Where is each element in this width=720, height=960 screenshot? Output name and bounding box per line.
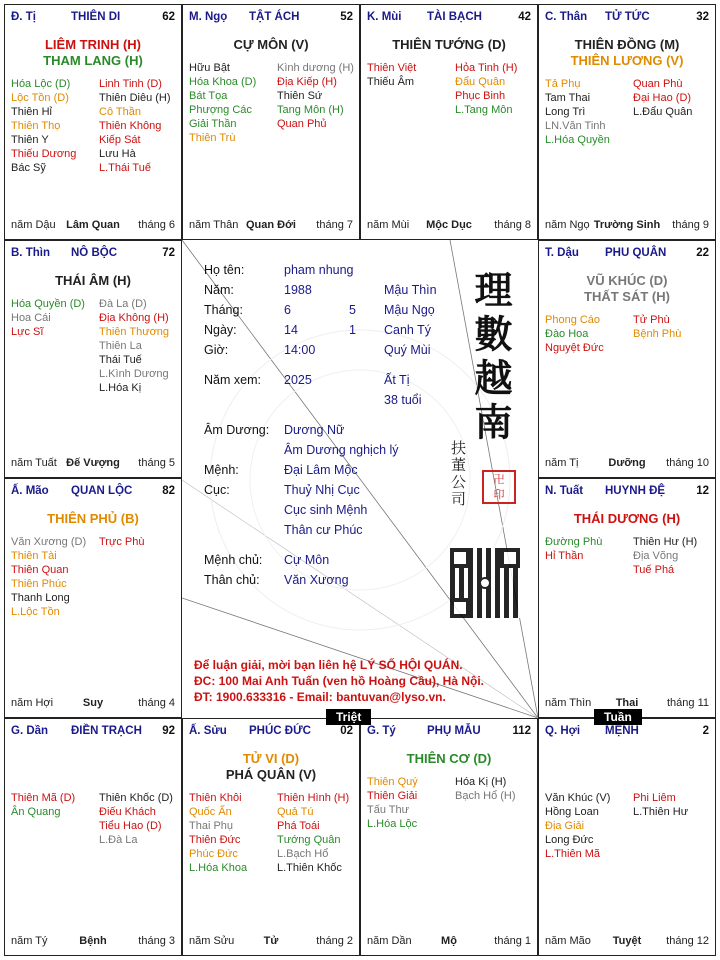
palace-cell-than [538,4,716,240]
minor-star: Hỉ Thần [545,550,584,562]
palace-header [545,485,709,501]
minor-star: L.Thái Tuế [99,162,151,174]
stars-column-left [545,313,604,355]
palace-number: 82 [162,485,175,497]
minor-star: Văn Khúc (V) [545,792,611,804]
minor-star: Phượng Các [189,104,252,116]
note-contact: Để luận giải, mời bạn liên hệ LÝ SỐ HỘI QUÁN. [194,658,463,672]
footer-year: năm Tị [545,457,579,469]
palace-branch: Ấ. Mão [11,485,49,497]
palace-cell-mui [360,4,538,240]
palace-number: 52 [340,11,353,23]
minor-star: L.Thiên Mã [545,848,601,860]
minor-star: Hóa Quyền (D) [11,298,85,310]
minor-star: Tuế Phá [633,564,675,576]
minor-star: Thiên Hình (H) [277,792,350,804]
stars-column-right [633,77,692,119]
value-nam-xem: 2025 [284,373,312,387]
main-star: TỬ VI (D) [242,751,300,766]
minor-star: Thiên Quý [367,776,418,788]
stars-column-right [633,535,697,577]
stars-column-right [99,77,171,175]
value-menh-chu: Cự Môn [284,553,330,567]
minor-star: Phi Liêm [633,792,676,804]
palace-cell-ty [360,718,538,956]
minor-star: Tướng Quân [277,834,341,846]
calligraphy-logo: 理數越南 [468,270,513,446]
minor-star: Thiên Tài [11,550,57,562]
minor-star: Hữu Bật [189,62,230,74]
palace-branch: Đ. Tị [11,11,36,23]
palace-name: PHỤ MẪU [427,725,481,737]
footer-stage: Đế Vượng [66,457,120,469]
value-am-duong-2: Âm Dương nghịch lý [284,443,399,457]
minor-star: Lực Sĩ [11,326,44,338]
footer-stage: Mộc Dục [426,219,472,231]
palace-footer [11,697,175,711]
minor-star: L.Bạch Hổ [277,848,329,860]
footer-month: tháng 7 [316,219,353,231]
qr-code[interactable] [450,548,520,618]
minor-star: Thiên Y [11,134,49,146]
palace-cell-hoi [538,718,716,956]
palace-cell-dan [4,718,182,956]
value-ho-ten: pham nhung [284,263,354,277]
value-cuc: Thuỷ Nhị Cục [284,483,360,497]
stars-column-left [189,61,256,145]
minor-star: Cô Thần [99,106,141,118]
footer-year: năm Tuất [11,457,57,469]
minor-star: Quả Tú [277,806,314,818]
palace-header [11,247,175,263]
minor-star: Hồng Loan [545,806,599,818]
value-cuc-3: Thân cư Phúc [284,523,363,537]
minor-star: Linh Tinh (D) [99,78,162,90]
minor-star: Phong Cáo [545,314,601,326]
minor-star: L.Hóa Lộc [367,818,418,830]
footer-month: tháng 11 [666,697,709,709]
main-stars [361,751,537,767]
minor-star: L.Hóa Quyền [545,134,610,146]
palace-name: MỆNH [605,725,639,737]
footer-stage: Tử [263,935,279,947]
note-address: ĐC: 100 Mai Anh Tuấn (ven hồ Hoàng Cầu), Hà Nội. [194,674,485,688]
minor-star: Thiếu Dương [11,148,77,160]
main-stars [5,273,181,289]
palace-footer [189,935,353,949]
palace-branch: B. Thìn [11,247,50,259]
minor-star: Địa Kiếp (H) [277,76,337,88]
label-ngay: Ngày: [204,323,237,337]
label-than-chu: Thân chủ: [204,573,260,587]
minor-star: Nguyệt Đức [545,342,604,354]
palace-header [189,11,353,27]
main-star: LIÊM TRINH (H) [44,37,142,52]
stars-column-right [277,791,349,875]
main-stars [5,37,181,69]
palace-name: THIÊN DI [71,11,121,23]
minor-star: L.Hóa Kị [99,382,142,394]
main-stars [539,37,715,69]
footer-stage: Tuyệt [612,935,642,947]
palace-footer [11,219,175,233]
label-nam-xem: Năm xem: [204,373,261,387]
footer-year: năm Mão [545,935,591,947]
minor-star: Tả Phụ [545,78,581,90]
minor-star: Thiên Không [99,120,162,132]
value-cuc-2: Cục sinh Mệnh [284,503,368,517]
footer-year: năm Mùi [367,219,410,231]
minor-star: Giải Thần [189,118,237,130]
palace-name: PHU QUÂN [605,247,667,259]
palace-name: QUAN LỘC [71,485,133,497]
palace-cell-ngo [182,4,360,240]
main-star: THIÊN PHỦ (B) [47,511,139,526]
value-nam-can: Mậu Thìn [384,283,437,297]
minor-star: Thiên Sứ [277,90,323,102]
main-stars [5,511,181,527]
minor-star: Hóa Khoa (D) [189,76,257,88]
minor-star: Thiên Khốc (D) [99,792,173,804]
value-gio: 14:00 [284,343,316,357]
minor-star: Thiên Thọ [11,120,61,132]
minor-star: Bệnh Phù [633,328,682,340]
palace-cell-ti [4,4,182,240]
minor-star: L.Đà La [99,834,138,846]
minor-star: Thiên Thương [99,326,170,338]
minor-star: Đào Hoa [545,328,589,340]
palace-footer [545,219,709,233]
palace-footer [367,219,531,233]
palace-name: HUYNH ĐỆ [605,485,666,497]
label-am-duong: Âm Dương: [204,423,270,437]
footer-month: tháng 3 [138,935,175,947]
main-star: THÁI ÂM (H) [55,273,131,288]
minor-star: Tiểu Hao (D) [99,820,162,832]
palace-name: ĐIỀN TRẠCH [71,725,142,737]
palace-name: TẬT ÁCH [249,11,300,23]
palace-name: NÔ BỘC [71,247,117,259]
main-stars [539,273,715,305]
minor-star: L.Lộc Tồn [11,606,60,618]
minor-star: Thiên Quan [11,564,69,576]
palace-number: 62 [162,11,175,23]
footer-month: tháng 8 [494,219,531,231]
minor-star: Hóa Kị (H) [455,776,507,788]
minor-star: Kình dương (H) [277,62,354,74]
label-cuc: Cục: [204,483,230,497]
minor-star: Tam Thai [545,92,591,104]
minor-star: Thiên Giải [367,790,418,802]
minor-star: Quan Phủ [277,118,327,130]
palace-number: 02 [340,725,353,737]
footer-year: năm Hợi [11,697,54,709]
stars-column-right [277,61,354,131]
stars-column-left [11,535,86,619]
palace-number: 112 [512,725,531,737]
minor-star: Đà La (D) [99,298,147,310]
value-gio-can: Quý Mùi [384,343,431,357]
minor-star: Ân Quang [11,806,61,818]
stars-column-left [367,775,418,831]
footer-stage: Mộ [441,935,457,947]
palace-number: 22 [696,247,709,259]
stars-column-right [99,297,169,395]
minor-star: Địa Võng [633,550,679,562]
palace-header [11,11,175,27]
minor-star: Long Trì [545,106,586,118]
main-star: THIÊN ĐỒNG (M) [574,37,680,52]
palace-header [545,11,709,27]
value-ngay-can: Canh Tý [384,323,432,337]
footer-month: tháng 4 [138,697,175,709]
value-am-duong: Dương Nữ [284,423,345,437]
minor-star: Tấu Thư [367,804,410,816]
footer-year: năm Dần [367,935,412,947]
minor-star: Tang Môn (H) [277,104,344,116]
main-star: THIÊN TƯỚNG (D) [392,37,506,52]
palace-branch: G. Tý [367,725,396,737]
palace-header [189,725,353,741]
palace-header [545,247,709,263]
palace-branch: C. Thân [545,11,588,23]
label-menh: Mệnh: [204,463,239,477]
minor-star: Bát Tọa [189,90,228,102]
stars-column-left [545,791,610,861]
minor-star: Thiên Mã (D) [11,792,76,804]
minor-star: Điếu Khách [99,806,156,818]
footer-year: năm Thân [189,219,239,231]
palace-footer [367,935,531,949]
palace-footer [189,219,353,233]
footer-month: tháng 1 [494,935,531,947]
footer-month: tháng 5 [138,457,175,469]
minor-star: L.Hóa Khoa [189,862,248,874]
main-stars [361,37,537,53]
minor-star: Thiên Việt [367,62,417,74]
minor-star: LN.Văn Tinh [545,120,606,132]
footer-month: tháng 6 [138,219,175,231]
minor-star: Thiên La [99,340,142,352]
value-nam-xem-can: Ất Tị [384,373,410,387]
footer-month: tháng 10 [666,457,709,469]
stars-column-left [545,77,610,147]
palace-branch: Ấ. Sửu [189,725,227,737]
tuan-tag: Tuần [594,709,642,725]
minor-star: Thiên Hư (H) [633,536,698,548]
footer-month: tháng 12 [666,935,709,947]
note-phone-email: ĐT: 1900.633316 - Email: bantuvan@lyso.vn. [194,690,446,704]
center-info-panel [182,240,538,718]
stars-column-left [367,61,416,89]
label-ho-ten: Họ tên: [204,263,245,277]
palace-branch: G. Dần [11,725,49,737]
palace-branch: T. Dậu [545,247,579,259]
palace-header [545,725,709,741]
palace-name: TÀI BẠCH [427,11,482,23]
palace-footer [545,935,709,949]
main-star: CỰ MÔN (V) [233,37,309,52]
small-calligraphy: 扶董公司 [449,440,467,508]
minor-star: Hóa Lộc (D) [11,78,71,90]
footer-month: tháng 9 [672,219,709,231]
minor-star: Thiên Khôi [189,792,242,804]
footer-year: năm Sửu [189,935,235,947]
value-menh: Đại Lâm Mộc [284,463,358,477]
minor-star: Thanh Long [11,592,70,604]
footer-stage: Trường Sinh [593,219,661,231]
minor-star: Văn Xương (D) [11,536,87,548]
main-star: THẤT SÁT (H) [584,289,670,304]
minor-star: L.Tang Môn [455,104,513,116]
minor-star: L.Đẩu Quân [633,106,693,118]
minor-star: Thiên Hỉ [11,106,52,118]
minor-star: Bác Sỹ [11,162,46,174]
minor-star: Hỏa Tinh (H) [455,62,518,74]
triet-tag: Triệt [326,709,371,725]
stars-column-right [633,313,681,341]
palace-number: 2 [702,725,709,737]
footer-stage: Suy [82,697,104,709]
minor-star: Thiên Đức [189,834,241,846]
minor-star: Lộc Tồn (D) [11,92,69,104]
label-gio: Giờ: [204,343,229,357]
value-tuoi: 38 tuổi [384,393,422,407]
minor-star: Thiên Trù [189,132,236,144]
palace-branch: Q. Hợi [545,725,581,737]
main-star: THIÊN CƠ (D) [406,751,492,766]
minor-star: Đại Hao (D) [633,92,692,104]
minor-star: Phục Binh [455,90,506,102]
minor-star: Thai Phụ [189,820,234,832]
stars-column-right [633,791,688,819]
palace-cell-suu [182,718,360,956]
minor-star: Tử Phù [633,314,670,326]
palace-cell-dau [538,240,716,478]
stars-column-right [455,61,517,117]
palace-number: 12 [696,485,709,497]
footer-stage: Lâm Quan [66,219,120,231]
minor-star: Phá Toái [277,820,320,832]
main-star: THIÊN LƯƠNG (V) [570,53,684,68]
footer-month: tháng 2 [316,935,353,947]
minor-star: Thiên Diêu (H) [99,92,171,104]
label-thang: Tháng: [204,303,243,317]
stars-column-right [99,791,173,847]
footer-stage: Dưỡng [608,457,646,469]
palace-header [367,11,531,27]
minor-star: Thái Tuế [99,354,142,366]
palace-number: 72 [162,247,175,259]
stars-column-right [455,775,516,803]
footer-year: năm Ngọ [545,219,590,231]
minor-star: Thiên Phúc [11,578,67,590]
palace-header [11,485,175,501]
minor-star: Đẩu Quân [455,76,506,88]
label-nam: Năm: [204,283,234,297]
palace-cell-thin [4,240,182,478]
footer-stage: Thai [615,697,639,709]
palace-number: 32 [696,11,709,23]
minor-star: Phúc Đức [189,848,238,860]
value-nam: 1988 [284,283,312,297]
minor-star: Long Đức [545,834,594,846]
minor-star: L.Kình Dương [99,368,169,380]
main-stars [183,37,359,53]
red-seal: 卍 印 [482,470,516,504]
minor-star: Kiếp Sát [99,134,141,146]
palace-footer [11,457,175,471]
minor-star: Địa Không (H) [99,312,169,324]
palace-name: TỬ TỨC [605,11,650,23]
footer-year: năm Dậu [11,219,56,231]
palace-branch: N. Tuất [545,485,584,497]
minor-star: Đường Phù [545,536,603,548]
main-star: THAM LANG (H) [43,53,143,68]
value-thang-am: 5 [349,303,356,317]
palace-branch: M. Ngọ [189,11,228,23]
main-star: THÁI DƯƠNG (H) [573,511,681,526]
minor-star: Trực Phù [99,536,145,548]
palace-name: PHÚC ĐỨC [249,725,311,737]
stars-column-left [189,791,247,875]
value-than-chu: Văn Xương [284,573,349,587]
palace-cell-tuat [538,478,716,718]
value-thang-can: Mậu Ngọ [384,303,435,317]
minor-star: Lưu Hà [99,148,136,160]
minor-star: L.Thiên Khốc [277,862,342,874]
stars-column-right [99,535,144,549]
main-star: PHÁ QUÂN (V) [225,767,317,782]
palace-cell-mao [4,478,182,718]
footer-year: năm Tý [11,935,48,947]
palace-branch: K. Mùi [367,11,402,23]
footer-stage: Quan Đới [246,219,296,231]
palace-number: 42 [518,11,531,23]
palace-footer [11,935,175,949]
value-thang: 6 [284,303,291,317]
value-ngay-am: 1 [349,323,356,337]
minor-star: Thiếu Âm [367,76,415,88]
palace-footer [545,457,709,471]
palace-header [11,725,175,741]
stars-column-left [545,535,602,563]
value-ngay: 14 [284,323,298,337]
stars-column-left [11,791,75,819]
palace-header [367,725,531,741]
label-menh-chu: Mệnh chủ: [204,553,263,567]
minor-star: Địa Giải [545,820,585,832]
minor-star: Quốc Ấn [189,806,232,818]
minor-star: L.Thiên Hư [633,806,689,818]
main-stars [539,511,715,527]
footer-stage: Bệnh [79,935,107,947]
palace-number: 92 [162,725,175,737]
stars-column-left [11,297,85,339]
minor-star: Hoa Cái [11,312,51,324]
stars-column-left [11,77,76,175]
minor-star: Bạch Hổ (H) [455,790,516,802]
main-star: VŨ KHÚC (D) [586,273,668,288]
minor-star: Quan Phù [633,78,683,90]
main-stars [183,751,359,783]
footer-year: năm Thìn [545,697,592,709]
